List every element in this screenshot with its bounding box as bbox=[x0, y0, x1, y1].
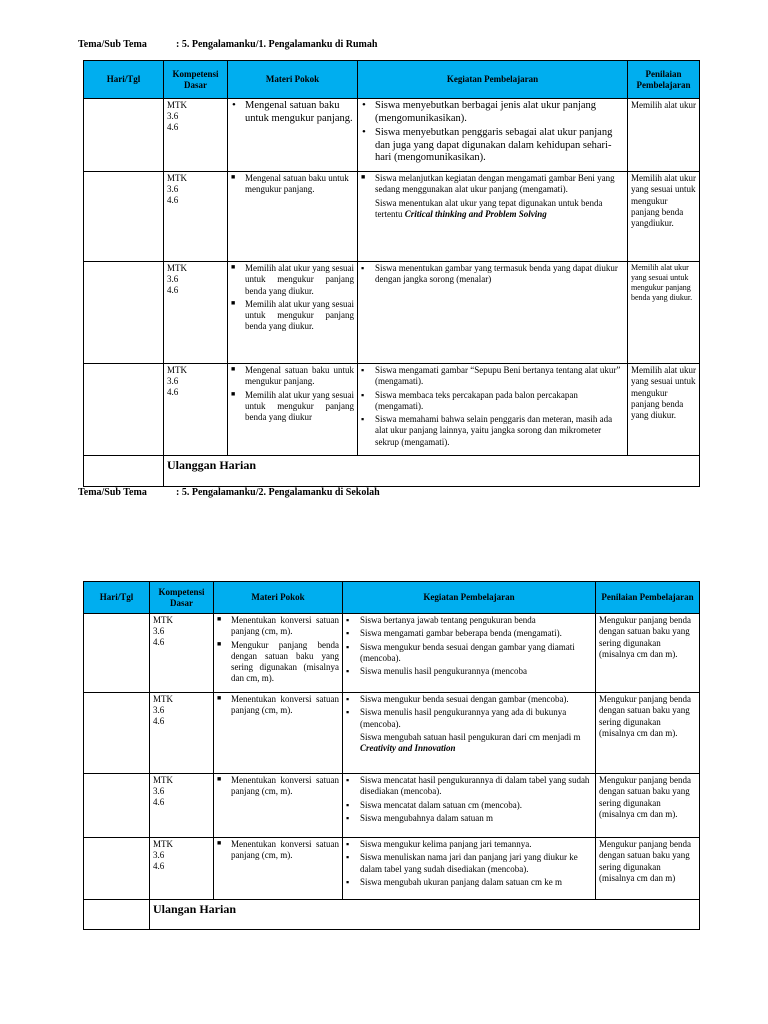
kegiatan-cell bbox=[358, 364, 628, 456]
hari-cell bbox=[84, 456, 164, 487]
col-header-kegiatan: Kegiatan Pembelajaran bbox=[358, 61, 628, 99]
hari-cell bbox=[84, 99, 164, 172]
col-header-materi: Materi Pokok bbox=[228, 61, 358, 99]
kd-code: 3.6 bbox=[167, 273, 179, 284]
col-header-penilaian: Penilaian Pembelajaran bbox=[628, 61, 700, 99]
kd-code: 4.6 bbox=[153, 715, 165, 726]
kd-subject: MTK bbox=[167, 100, 187, 110]
col-header-kompetensi: Kompetensi Dasar bbox=[164, 61, 228, 99]
kd-subject: MTK bbox=[153, 615, 173, 625]
kegiatan-item: ▪ Siswa mengukur kelima panjang jari temannya. bbox=[346, 839, 592, 850]
kd-subject: MTK bbox=[167, 365, 187, 375]
materi-item: ■ Memilih alat ukur yang sesuai untuk mengukur panjang benda yang diukur bbox=[231, 390, 354, 424]
kegiatan-text: Siswa mengubah satuan hasil pengukuran dari cm menjadi m bbox=[360, 731, 581, 742]
kegiatan-item: ▪ Siswa membaca teks percakapan pada balon percakapan (mengamati). bbox=[361, 390, 624, 413]
kegiatan-cell bbox=[343, 838, 596, 900]
kegiatan-note bbox=[361, 198, 624, 221]
ulangan-harian-label: Ulanggan Harian bbox=[164, 456, 700, 487]
table-row bbox=[84, 693, 700, 774]
materi-cell bbox=[228, 262, 358, 364]
kegiatan-cell bbox=[343, 614, 596, 693]
kegiatan-item: ▪ Siswa mengamati gambar beberapa benda (mengamati). bbox=[346, 628, 592, 639]
col-header-kegiatan: Kegiatan Pembelajaran bbox=[343, 582, 596, 614]
penilaian-cell: Mengukur panjang benda dengan satuan baku yang sering digunakan (misalnya cm dan m) bbox=[596, 838, 700, 900]
kegiatan-cell bbox=[358, 262, 628, 364]
tema-heading-2 bbox=[78, 487, 380, 498]
kd-cell bbox=[150, 838, 214, 900]
col-header-penilaian: Penilaian Pembelajaran bbox=[596, 582, 700, 614]
kegiatan-item: ▪ Siswa mengukur benda sesuai dengan gambar yang diamati (mencoba). bbox=[346, 642, 592, 665]
materi-cell bbox=[214, 614, 343, 693]
hari-cell bbox=[84, 172, 164, 262]
kd-cell bbox=[164, 99, 228, 172]
kd-code: 3.6 bbox=[153, 785, 165, 796]
table-row bbox=[84, 614, 700, 693]
kd-subject: MTK bbox=[167, 173, 187, 183]
penilaian-cell: Memilih alat ukur yang sesuai untuk mengukur panjang benda yang diukur. bbox=[628, 262, 700, 364]
kd-cell bbox=[150, 693, 214, 774]
kegiatan-item: ▪ Siswa mengamati gambar “Sepupu Beni bertanya tentang alat ukur” (mengamati). bbox=[361, 365, 624, 388]
kd-cell bbox=[164, 262, 228, 364]
kegiatan-item: ▪ Siswa menuliskan nama jari dan panjang jari yang diukur ke dalam tabel yang sudah disediakan (mencoba). bbox=[346, 852, 592, 875]
kd-code: 4.6 bbox=[153, 636, 165, 647]
kegiatan-item: ▪ Siswa menulis hasil pengukurannya yang ada di bukunya (mencoba). bbox=[346, 707, 592, 730]
kd-code: 3.6 bbox=[153, 704, 165, 715]
kd-cell bbox=[150, 614, 214, 693]
kegiatan-item: ▪ Siswa menulis hasil pengukurannya (mencoba bbox=[346, 666, 592, 677]
tema-heading-1 bbox=[78, 39, 377, 50]
penilaian-cell: Mengukur panjang benda dengan satuan baku yang sering digunakan (misalnya cm dan m). bbox=[596, 774, 700, 838]
ulangan-harian-label: Ulangan Harian bbox=[150, 900, 700, 930]
penilaian-cell: Memilih alat ukur yang sesuai untuk mengukur panjang benda yangdiukur. bbox=[628, 172, 700, 262]
penilaian-cell: Mengukur panjang benda dengan satuan baku yang sering digunakan (misalnya cm dan m). bbox=[596, 693, 700, 774]
kd-cell bbox=[150, 774, 214, 838]
kegiatan-item: ■ Siswa melanjutkan kegiatan dengan mengamati gambar Beni yang sedang menggunakan alat ukur panjang (mengamati). bbox=[361, 173, 624, 196]
col-header-kompetensi: Kompetensi Dasar bbox=[150, 582, 214, 614]
table-header-row bbox=[84, 61, 700, 99]
table-row bbox=[84, 172, 700, 262]
kd-code: 4.6 bbox=[167, 194, 179, 205]
col-header-materi: Materi Pokok bbox=[214, 582, 343, 614]
materi-cell bbox=[214, 774, 343, 838]
kegiatan-cell bbox=[358, 99, 628, 172]
kd-code: 4.6 bbox=[167, 121, 179, 132]
materi-item: ■ Menentukan konversi satuan panjang (cm, m). bbox=[217, 839, 339, 862]
hari-cell bbox=[84, 693, 150, 774]
kd-code: 4.6 bbox=[167, 284, 179, 295]
materi-cell bbox=[228, 364, 358, 456]
ulangan-row bbox=[84, 456, 700, 487]
kegiatan-item: ▪ Siswa mengukur benda sesuai dengan gambar (mencoba). bbox=[346, 694, 592, 705]
kd-code: 3.6 bbox=[167, 183, 179, 194]
skill-emphasis: Critical thinking and Problem Solving bbox=[404, 208, 547, 219]
kd-code: 3.6 bbox=[167, 110, 179, 121]
kd-code: 4.6 bbox=[167, 386, 179, 397]
materi-item: ■ Menentukan konversi satuan panjang (cm, m). bbox=[217, 615, 339, 638]
kegiatan-item: ▪ Siswa mengubahnya dalam satuan m bbox=[346, 813, 592, 824]
skill-emphasis: Creativity and Innovation bbox=[360, 743, 456, 753]
hari-cell bbox=[84, 838, 150, 900]
kegiatan-text: Siswa menentukan alat ukur yang tepat digunakan untuk benda tertentu bbox=[375, 197, 603, 219]
kd-subject: MTK bbox=[153, 694, 173, 704]
kegiatan-cell bbox=[343, 693, 596, 774]
table-row bbox=[84, 774, 700, 838]
materi-item: ■ Mengenal satuan baku untuk mengukur panjang. bbox=[231, 173, 354, 196]
lesson-table-2 bbox=[83, 581, 700, 930]
kd-code: 3.6 bbox=[153, 625, 165, 636]
hari-cell bbox=[84, 900, 150, 930]
kegiatan-item: • Siswa menyebutkan berbagai jenis alat ukur panjang (mengomunikasikan). bbox=[361, 100, 624, 125]
table-row bbox=[84, 262, 700, 364]
kd-cell bbox=[164, 172, 228, 262]
materi-cell bbox=[228, 99, 358, 172]
kegiatan-item: • Siswa menyebutkan penggaris sebagai alat ukur panjang dan juga yang dapat digunakan dalam kehidupan sehari-hari (mengomunikasikan). bbox=[361, 127, 624, 165]
table-row bbox=[84, 99, 700, 172]
table-row bbox=[84, 838, 700, 900]
kegiatan-item: ▪ Siswa mencatat hasil pengukurannya di dalam tabel yang sudah disediakan (mencoba). bbox=[346, 775, 592, 798]
kegiatan-cell bbox=[358, 172, 628, 262]
hari-cell bbox=[84, 262, 164, 364]
tema-label: Tema/Sub Tema bbox=[78, 39, 147, 50]
col-header-hari: Hari/Tgl bbox=[84, 61, 164, 99]
materi-item: • Mengenal satuan baku untuk mengukur panjang. bbox=[231, 100, 354, 125]
kd-code: 3.6 bbox=[153, 849, 165, 860]
hari-cell bbox=[84, 774, 150, 838]
kegiatan-item: ▪ Siswa bertanya jawab tentang pengukuran benda bbox=[346, 615, 592, 626]
col-header-hari: Hari/Tgl bbox=[84, 582, 150, 614]
penilaian-cell: Mengukur panjang benda dengan satuan baku yang sering digunakan (misalnya cm dan m). bbox=[596, 614, 700, 693]
hari-cell bbox=[84, 364, 164, 456]
kd-subject: MTK bbox=[153, 775, 173, 785]
tema-label: Tema/Sub Tema bbox=[78, 487, 147, 498]
materi-item: ■ Mengukur panjang benda dengan satuan baku yang sering digunakan (misalnya dan cm, m). bbox=[217, 640, 339, 685]
kd-code: 4.6 bbox=[153, 860, 165, 871]
tema-value: : 5. Pengalamanku/1. Pengalamanku di Rumah bbox=[176, 39, 378, 50]
ulangan-row bbox=[84, 900, 700, 930]
penilaian-cell: Memilih alat ukur bbox=[628, 99, 700, 172]
kd-subject: MTK bbox=[167, 263, 187, 273]
materi-cell bbox=[228, 172, 358, 262]
table-row bbox=[84, 364, 700, 456]
kegiatan-item: ▪ Siswa mengubah ukuran panjang dalam satuan cm ke m bbox=[346, 877, 592, 888]
kegiatan-item: ▪ Siswa menentukan gambar yang termasuk benda yang dapat diukur dengan jangka sorong (menalar) bbox=[361, 263, 624, 286]
kd-cell bbox=[164, 364, 228, 456]
materi-cell bbox=[214, 838, 343, 900]
table-header-row bbox=[84, 582, 700, 614]
hari-cell bbox=[84, 614, 150, 693]
lesson-table-1 bbox=[83, 60, 700, 487]
tema-value: : 5. Pengalamanku/2. Pengalamanku di Sekolah bbox=[176, 487, 380, 498]
materi-item: ■ Menentukan konversi satuan panjang (cm, m). bbox=[217, 694, 339, 717]
materi-cell bbox=[214, 693, 343, 774]
kd-code: 3.6 bbox=[167, 375, 179, 386]
materi-item: ■ Memilih alat ukur yang sesuai untuk mengukur panjang benda yang diukur. bbox=[231, 263, 354, 297]
materi-item: ■ Memilih alat ukur yang sesuai untuk mengukur panjang benda yang diukur. bbox=[231, 299, 354, 333]
kd-subject: MTK bbox=[153, 839, 173, 849]
materi-item: ■ Mengenal satuan baku untuk mengukur panjang. bbox=[231, 365, 354, 388]
kd-code: 4.6 bbox=[153, 796, 165, 807]
kegiatan-note bbox=[346, 732, 592, 755]
materi-item: ■ Menentukan konversi satuan panjang (cm, m). bbox=[217, 775, 339, 798]
kegiatan-cell bbox=[343, 774, 596, 838]
kegiatan-item: ▪ Siswa memahami bahwa selain penggaris dan meteran, masih ada alat ukur panjang lainnya, yaitu jangka sorong dan mikrometer sekrup (mengamati). bbox=[361, 414, 624, 448]
penilaian-cell: Memilih alat ukur yang sesuai untuk mengukur panjang benda yang diukur. bbox=[628, 364, 700, 456]
kegiatan-item: ▪ Siswa mencatat dalam satuan cm (mencoba). bbox=[346, 800, 592, 811]
